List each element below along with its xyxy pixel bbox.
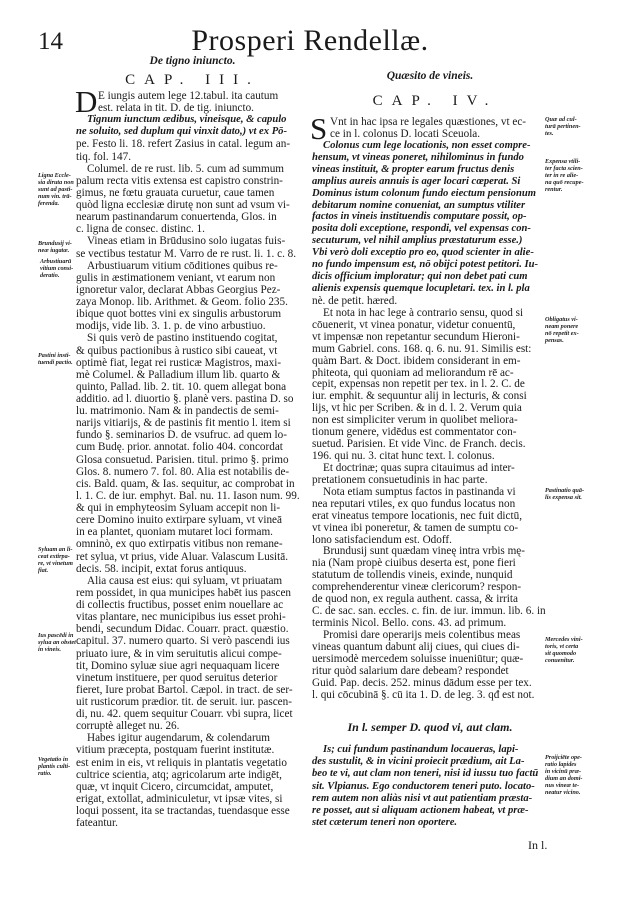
text-line: corruptè alleget nu. 26.: [76, 720, 180, 733]
text-line: phiteota, qui quoniam ad meliorandum rē ac-: [312, 366, 514, 379]
text-line: se vectibus testatur M. Varro de re rust. li. 1. c. 8.: [76, 247, 297, 260]
text-line: terminis Nicol. Bello. cons. 43. ad primum.: [312, 617, 507, 630]
text-line: modijs, vide lib. 3. 1. p. de vino arbustiuo.: [76, 320, 266, 333]
text-line: gulis in æstimationem veniant, vt earum non: [76, 271, 276, 284]
text-line: fundo §. seminarios D. de vsufruc. ad quem lo-: [76, 429, 287, 442]
text-line: pretationem consuetudinis in hac parte.: [312, 473, 488, 486]
text-line: Si quis verò de pastino instituendo cogitat,: [87, 332, 278, 345]
text-line: Dominus istum colonum fundo eiectum pensionum: [312, 187, 536, 199]
left-margin-note: Ius pascēdi in sylua an obstet in vineis.: [38, 632, 76, 653]
text-line: quàm Bart. & Doct. ibidem considerant in em-: [312, 354, 521, 367]
left-margin-note: Brundusij vi- neæ iugatæ.: [38, 240, 72, 254]
text-line: C. de sac. san. eccles. c. fin. de iur. immun. lib. 6. in: [312, 605, 546, 618]
text-line: posita doli exceptione, respondi, vel expensas con-: [312, 223, 531, 235]
text-line: de quod non, ex regula authent. cassa, & irrita: [312, 593, 518, 606]
text-line: vt impensæ non repetantur secundum Hieroni-: [312, 330, 520, 343]
text-line: erigat, extollat, adminiculetur, vt ipsæ vites, si: [76, 792, 283, 805]
text-line: lijs, vt hic per Scriben. & in d. l. 2. Verum quia: [312, 402, 522, 415]
text-line: uit rusticorum prædior. tit. de seruit. iur. pascen-: [76, 696, 292, 708]
text-line: Promisi dare operarijs meis colentibus meas: [323, 628, 521, 641]
catchword: In l.: [528, 838, 548, 852]
text-line: cepit, expensas non repetit per tex. in l. 2. C. de: [312, 378, 525, 391]
right-margin-note: Expensa vtili- ter facta scien- ter in re alie- na quō recupe- rentur.: [545, 158, 584, 193]
text-line: no fundo impensum est, nō obijci potest petitori. Iu-: [312, 259, 539, 271]
text-line: Tignum iunctum ædibus, vineisque, & capulo: [87, 114, 287, 126]
text-line: erat vineatus tempore locationis, nec fuit dictū,: [312, 509, 523, 522]
text-line: est. relata in tit. D. de tig. iniuncto.: [98, 102, 254, 115]
text-line: Brundusij sunt quædam vineę intra vrbis mę-: [323, 545, 525, 558]
text-line: vinetum instituere, per quod seruitus deterior: [76, 671, 278, 684]
text-line: Glos. 8. numero 7. fol. 80. Alia est notabilis de-: [76, 465, 290, 478]
text-line: di, nu. 42. quem sequitur Couarr. vbi supra, licet: [76, 708, 293, 721]
text-line: l. qui cōcubinā §. cū ita 1. D. de leg. 3. qđ est not.: [312, 688, 535, 701]
text-line: ret sylua, vt prius, vide Aluar. Valascum Lusitā.: [76, 550, 289, 563]
left-margin-note: Arbustiuarū vitium consi- deratio.: [40, 258, 74, 279]
text-line: Vineas etiam in Brūdusino solo iugatas fuis-: [87, 235, 286, 248]
text-line: & qui in emphyteosim Syluam accepit non li-: [76, 502, 281, 515]
text-line: statutum de tollendis vineis, exinde, nunquid: [312, 569, 513, 582]
text-line: est enim in eis, vt reliquis in plantatis vegetatio: [76, 756, 287, 769]
text-line: amplius aureis annuis is ager locari cœperat. Si: [312, 175, 521, 187]
text-line: quinto, Pallad. lib. 2. tit. 10. quem allegat bona: [76, 380, 287, 393]
text-line: ne soluito, sed duplum qui vinxit dato,) vt ex Pō-: [76, 126, 288, 138]
text-line: Glosa consuetud. Parisien. titul. primo §. primo: [76, 453, 289, 466]
text-line: narijs vitiarijs, & de pastinis fit mentio l. item si: [76, 417, 291, 430]
text-line: decis. 58. incipit, extat forus antiquus.: [76, 562, 247, 575]
left-margin-note: Syluam an li- ceat extirpa- re, vt vinetum fiat.: [38, 546, 73, 574]
left-subhead: De tigno iniuncto.: [149, 55, 236, 67]
text-line: zaya Monop. lib. Arithmet. & Geom. folio 235.: [76, 296, 288, 309]
text-line: Guid. Pap. decis. 252. minus dādum esse per tex.: [312, 676, 532, 689]
text-line: vt vinea ibi poneretur, & tamen de sumptu co-: [312, 521, 519, 534]
text-line: omninò, ex quo extirpatis vitibus non remane-: [76, 538, 283, 551]
right-drop-cap: S: [310, 111, 328, 146]
text-line: factos in vineis instituendis computare possit, op-: [312, 211, 527, 223]
section-heading: In l. semper D. quod vi, aut clam.: [347, 720, 513, 734]
text-line: vineas instituit, & propter earum fructus denis: [312, 163, 515, 175]
text-line: palum recta vitis extensa est capistro constrin-: [76, 174, 283, 187]
text-line: nearum pastinandarum conuertenda, Glos. in: [76, 211, 277, 224]
text-line: ignoretur valor, declarat Abbas Georgius Pez-: [76, 283, 281, 296]
text-line: cultrice scientia, atq; agricolarum arte indigēt,: [76, 768, 282, 781]
page-number: 14: [38, 28, 63, 55]
text-line: priuato iure, & in vim seruitutis alicui compe-: [76, 647, 282, 660]
text-line: lu. matrimonio. Nam & in pandectis de semi-: [76, 405, 279, 418]
text-line: Is; cui fundum pastinandum locaueras, lapi-: [323, 744, 519, 755]
text-line: cum Budę. prior. annotat. folio 404. concordat: [76, 441, 283, 454]
text-line: pe. Festo li. 18. refert Zasius in catal. legum an-: [76, 138, 291, 151]
text-line: des sustulit, & in vicini proiecit prædium, ait La-: [312, 756, 525, 768]
text-line: quæ, vt inquit Cicero, circumcidat, amputet,: [76, 780, 274, 793]
text-line: tit, Domino syluæ siue agri nequaquam licere: [76, 659, 280, 672]
text-line: E iungis autem lege 12.tabul. ita cautum: [98, 90, 279, 102]
right-margin-note: Obligatus vi- neam ponere nō repetit ex- pensas.: [545, 316, 579, 344]
text-line: Columel. de re rust. lib. 5. cum ad summum: [87, 162, 284, 175]
text-line: nia (Nam propè ciuibus deserta est, pone fieri: [312, 557, 516, 570]
text-line: cis. Bald. quam, & Ias. sequitur, ac comprobat in: [76, 477, 295, 490]
text-line: ce in l. colonus D. locati Sceuola.: [330, 127, 481, 140]
text-line: bendi, secundum Didac. Couarr. pract. quæstio.: [76, 623, 289, 636]
text-line: mum Gabriel. cons. 168. q. 6. nu. 91. Similis est:: [312, 342, 532, 355]
text-line: tionum genere, vidēdus est commentator con-: [312, 426, 517, 439]
text-line: capitul. 37. numero quarto. Si verò pascendi ius: [76, 635, 290, 648]
text-line: rem autem non aliàs nisi vt aut patientiam præsta-: [312, 792, 533, 804]
text-line: comprehenderentur vineæ clericorum? respon-: [312, 581, 522, 594]
running-title: Prosperi Rendellæ.: [191, 24, 429, 57]
text-line: hensum, vt vineas poneret, nihilominus in fundo: [312, 151, 524, 163]
text-line: debitarum nomine conueniat, an sumptus vtiliter: [312, 199, 526, 211]
text-line: in ea plantet, quoniam mutaret loci formam.: [76, 526, 273, 539]
text-line: suetud. Parisien. Et vide Vinc. de Franch. decis.: [312, 438, 526, 451]
right-margin-note: Mercedes vini- toris, vt certa sit quomodo conuenitur.: [545, 636, 583, 664]
text-line: ibique quot bottes vini ex singulis arbustorum: [76, 308, 282, 321]
text-line: Colonus cum lege locationis, non esset compre-: [323, 139, 531, 151]
text-line: beo te vi, aut clam non teneri, nisi id iussu tuo factū: [312, 768, 539, 780]
text-line: sit. Vlpianus. Ego conductorem teneri puto. locato-: [312, 780, 535, 792]
text-line: tiq. fol. 147.: [76, 150, 132, 163]
left-chapter-heading: CAP. III.: [125, 72, 260, 88]
text-line: dicis officium imploratur; qui non debet pati cum: [312, 271, 528, 283]
text-line: Alia causa est eius: qui syluam, vt priuatam: [87, 574, 283, 587]
text-line: fieret, Iure probat Bartol. Cæpol. in tract. de ser-: [76, 683, 293, 696]
text-line: vitas plantare, nec municipibus ius esset prohi-: [76, 611, 286, 624]
text-line: Et nota in hac lege à contrario sensu, quod si: [323, 306, 524, 319]
text-line: 196. qui nu. 3. citat hunc text. l. colonus.: [312, 450, 495, 463]
text-line: Habes igitur augendarum, & colendarum: [87, 732, 270, 745]
text-line: cōuenerit, vt vinea ponatur, videtur conuentū,: [312, 318, 516, 331]
text-line: uersimodè mercedem soluisse inueniūtur; quæ-: [312, 652, 524, 665]
left-drop-cap: D: [75, 84, 98, 119]
text-line: optimè fiat, legat rei rusticæ Magistros, maxi-: [76, 356, 282, 369]
text-line: Vbi verò doli exceptio pro eo, quod scienter in alie-: [312, 247, 534, 259]
text-line: ritur quòd salarium dare debeam? respondet: [312, 664, 509, 677]
left-margin-note: Vegetatio in plantis culti- ratio.: [38, 756, 71, 777]
text-line: non est simpliciter verum in quolibet meliora-: [312, 414, 518, 427]
left-margin-note: Pastini insti- tuendi pactio.: [38, 352, 73, 366]
text-line: additio. ad l. diuortio §. planè vers. pastina D. so: [76, 393, 294, 405]
text-line: Et doctrinæ; quas supra citauimus ad inter-: [323, 461, 515, 474]
text-line: vineas quantum dabunt alij ciues, qui ciues di-: [312, 640, 520, 653]
text-line: stet cæterum teneri non oportere.: [312, 817, 458, 829]
text-line: l. 1. C. de iur. emphyt. Bal. nu. 11. Iason num. 99.: [76, 489, 300, 502]
text-line: di collectis fructibus, posset enim nouellare ac: [76, 599, 284, 612]
text-line: re posset, aut si aliquam actionem habeat, vt præ-: [312, 805, 529, 816]
text-line: vitium præcepta, postquam fuerint institutæ.: [76, 744, 275, 757]
text-line: Nota etiam sumptus factos in pastinanda vi: [323, 485, 516, 498]
text-line: & quibus pactionibus à rustico sibi caueat, vt: [76, 344, 278, 357]
left-margin-note: Ligna Eccle- sia diruta non sunt ad pasti- num vin. trā- ferenda.: [38, 172, 74, 207]
text-line: gimus, ne fœtu grauata curuetur, caue tamen: [76, 186, 275, 199]
text-line: rem possidet, in qua municipes habēt ius pascen: [76, 586, 291, 599]
text-line: nea reputari vtiles, ex quo fundus locatus non: [312, 497, 516, 510]
text-line: fateantur.: [76, 817, 118, 830]
right-margin-note: Quæ ad cul- turā pertinen- tes.: [545, 116, 581, 137]
right-margin-note: Proijciēte ope- ratio lapides in vicinū præ- dium an domi- nus vineæ te- neatur vicino.: [545, 754, 583, 796]
text-line: Vnt in hac ipsa re legales quæstiones, vt ec-: [330, 116, 527, 128]
text-line: nè. de petit. hæred.: [312, 294, 398, 307]
text-line: iur. emphit. & sequuntur alij in lecturis, & consi: [312, 390, 527, 403]
text-line: quòd ligna ecclesiæ dirutę non sunt ad vsum vi-: [76, 199, 290, 212]
right-margin-note: Pastinatio quā- lis expensa sit.: [545, 487, 585, 501]
text-line: alienis expensis quemque locupletari. tex. in l. pla: [312, 283, 530, 295]
text-line: cere Domino inuito extirpare syluam, vt vineā: [76, 514, 282, 527]
text-line: loqui possent, ita se tractandas, tuendasque esse: [76, 805, 290, 818]
text-line: secuturum, vel nihil amplius præstaturum esse.): [312, 235, 523, 247]
text-line: lono satisfaciendum est. Odoff.: [312, 533, 452, 546]
right-chapter-heading: CAP. IV.: [372, 93, 498, 109]
right-subhead: Quæsito de vineis.: [386, 70, 474, 82]
text-line: mè Columel. & Palladium illum lib. quarto &: [76, 368, 281, 381]
text-line: c. ligna de consec. distinc. 1.: [76, 223, 205, 236]
text-line: Arbustiuarum vitium cōditiones quibus re-: [87, 259, 278, 272]
